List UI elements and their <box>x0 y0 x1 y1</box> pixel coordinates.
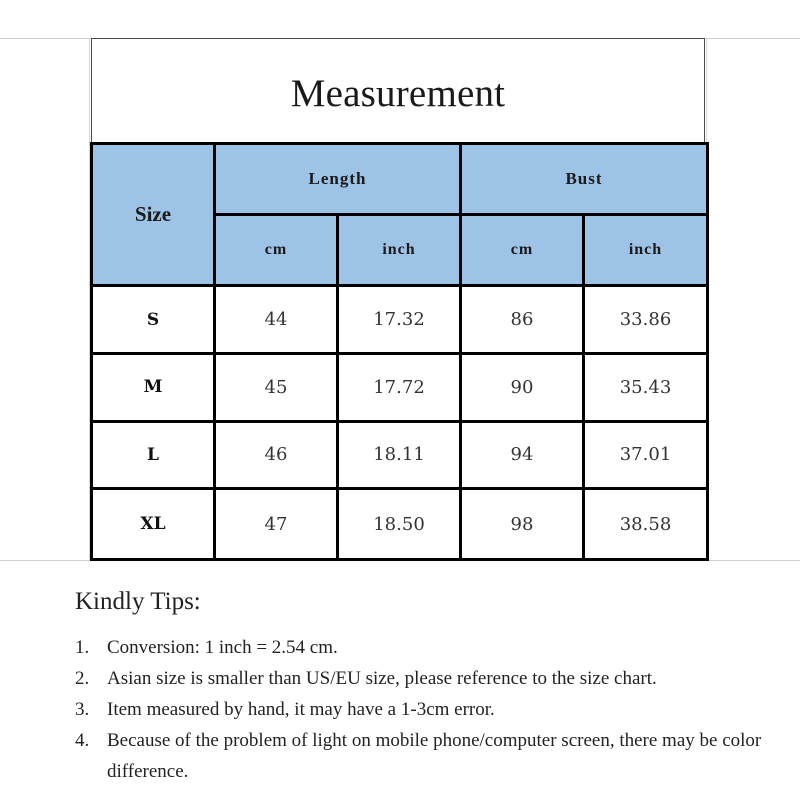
length-cm-header: cm <box>215 214 338 286</box>
length-cm-cell: 45 <box>215 354 338 422</box>
bust-cm-cell: 86 <box>461 286 584 354</box>
size-chart-table <box>90 142 709 561</box>
size-cell: M <box>92 354 215 422</box>
size-cell: XL <box>92 489 215 560</box>
bust-header: Bust <box>461 144 708 215</box>
tip-text: Item measured by hand, it may have a 1-3cm error. <box>107 699 495 720</box>
page-title: Measurement <box>290 72 506 115</box>
bust-inch-cell: 37.01 <box>584 421 708 489</box>
bust-inch-header: inch <box>584 214 708 286</box>
tips-list <box>75 632 795 787</box>
tip-number: 2. <box>75 668 90 689</box>
length-inch-header: inch <box>338 214 461 286</box>
length-cm-cell: 46 <box>215 421 338 489</box>
tip-text: Conversion: 1 inch = 2.54 cm. <box>107 637 338 658</box>
bust-cm-header: cm <box>461 214 584 286</box>
table-row <box>92 354 708 422</box>
tip-item <box>75 632 795 663</box>
table-row <box>92 489 708 560</box>
table-row <box>92 421 708 489</box>
length-cm-cell: 44 <box>215 286 338 354</box>
bust-inch-cell: 33.86 <box>584 286 708 354</box>
bust-cm-cell: 98 <box>461 489 584 560</box>
group-header-row <box>92 144 708 215</box>
bust-cm-cell: 94 <box>461 421 584 489</box>
size-header: Size <box>92 144 215 286</box>
tips-title: Kindly Tips: <box>75 588 201 615</box>
tip-number: 4. <box>75 730 90 751</box>
title-box <box>91 38 705 142</box>
tip-item <box>75 694 795 725</box>
length-inch-cell: 17.32 <box>338 286 461 354</box>
tip-text: Because of the problem of light on mobile phone/computer screen, there may be color difference. <box>107 730 762 782</box>
bust-cm-cell: 90 <box>461 354 584 422</box>
size-cell: L <box>92 421 215 489</box>
size-cell: S <box>92 286 215 354</box>
length-inch-cell: 17.72 <box>338 354 461 422</box>
tip-number: 3. <box>75 699 90 720</box>
length-header: Length <box>215 144 461 215</box>
table-row <box>92 286 708 354</box>
tip-item <box>75 725 795 787</box>
bust-inch-cell: 38.58 <box>584 489 708 560</box>
length-inch-cell: 18.11 <box>338 421 461 489</box>
tip-text: Asian size is smaller than US/EU size, please reference to the size chart. <box>107 668 657 689</box>
bust-inch-cell: 35.43 <box>584 354 708 422</box>
tip-number: 1. <box>75 637 90 658</box>
length-inch-cell: 18.50 <box>338 489 461 560</box>
length-cm-cell: 47 <box>215 489 338 560</box>
tip-item <box>75 663 795 694</box>
